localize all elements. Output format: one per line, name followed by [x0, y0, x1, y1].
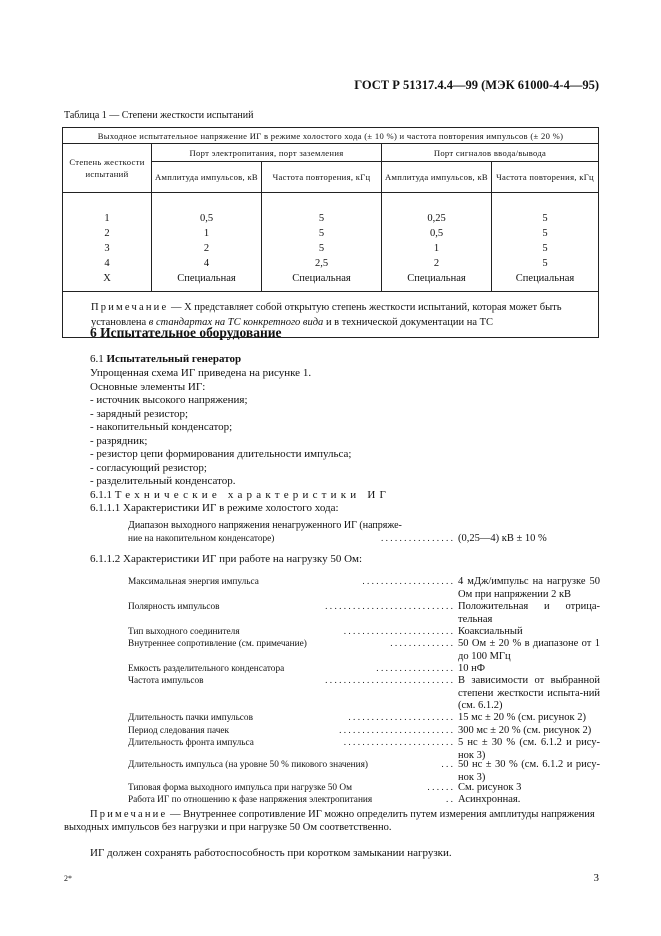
severity-table [62, 127, 599, 338]
leader-dots: . . . . . . . . . . . . . . [390, 639, 453, 649]
final-paragraph: ИГ должен сохранять работоспособность при коротком замыкании нагрузки. [90, 847, 452, 859]
char-label-text: Емкость разделительного конденсатора [128, 664, 285, 674]
char-value: 50 Ом ± 20 % в диапазоне от 1 до 100 МГц [458, 638, 600, 662]
char-value: 15 мс ± 20 % (см. рисунок 2) [458, 712, 586, 723]
table-top-header: Выходное испытательное напряжение ИГ в режиме холостого хода (± 10 %) и частота повторения импульсов (± 20 %) [63, 128, 599, 144]
footnote-text: — Внутреннее сопротивление ИГ можно определить путем измерения амплитуды напряжения выходных импульсов без нагрузки и при нагрузке 50 Ом соответственно. [64, 809, 595, 833]
table-cell: 2 [63, 226, 152, 241]
subsection-title: Технические характеристики ИГ [114, 489, 391, 501]
table-cell: 2,5 [262, 256, 382, 271]
subsection-6-1-1 [90, 489, 390, 503]
table-cell: 3 [63, 241, 152, 256]
body-line: - зарядный резистор; [90, 408, 189, 420]
char-value: 4 мДж/импульс на нагрузке 50 Ом при напряжении 2 кВ [458, 576, 600, 600]
table-cell: 0,25 [382, 193, 492, 227]
body-line: - накопительный конденсатор; [90, 421, 233, 433]
table-cell: 1 [382, 241, 492, 256]
char-label [128, 663, 453, 676]
char-label-text: Полярность импульсов [128, 602, 220, 612]
char-value: Положительная и отрица-тельная [458, 601, 600, 625]
leader-dots: . . . [441, 760, 453, 770]
table-cell: X [63, 271, 152, 292]
subsection-title: Испытательный генератор [106, 353, 242, 365]
table-cell: Специальная [492, 271, 599, 292]
subsection-6-1 [90, 353, 241, 367]
leader-dots: . . . . . . . . . . . . . . . . . . . . . . . . [343, 627, 453, 637]
table-cell: 0,5 [382, 226, 492, 241]
subsection-6-1-1-1: 6.1.1.1 Характеристики ИГ в режиме холостого хода: [90, 502, 339, 514]
table-cell: 1 [63, 193, 152, 227]
leader-dots: . . . . . . . . . . . . . . . . . . . . . . . . . [339, 726, 453, 736]
group-power-header: Порт электропитания, порт заземления [152, 144, 382, 162]
char-label [128, 725, 453, 738]
subsection-number: 6.1.1 [90, 489, 112, 501]
char-label-text: Период следования пачек [128, 726, 230, 736]
open-circuit-label-2 [128, 533, 453, 546]
open-circuit-value: (0,25—4) кВ ± 10 % [458, 533, 547, 544]
table-cell: Специальная [382, 271, 492, 292]
section-title: 6 Испытательное оборудование [90, 325, 282, 340]
char-label-text: Длительность импульса (на уровне 50 % пикового значения) [128, 760, 368, 770]
char-value: 50 нс ± 30 % (см. 6.1.2 и рису-нок 3) [458, 759, 600, 783]
char-label-text: Длительность фронта импульса [128, 738, 254, 748]
table-cell: Специальная [262, 271, 382, 292]
leader-dots: . . [446, 795, 453, 805]
page-mark: 2* [64, 874, 72, 883]
char-label [128, 576, 453, 589]
char-label-text: Работа ИГ по отношению к фазе напряжения электропитания [128, 795, 373, 805]
table-note-text: — Х представляет собой открытую степень жесткости испытаний, которая может быть установлена [91, 302, 562, 328]
body-line: Упрощенная схема ИГ приведена на рисунке 1. [90, 367, 312, 379]
table-cell: 2 [152, 241, 262, 256]
leader-dots: . . . . . . . . . . . . . . . . . . . . . . . [348, 713, 453, 723]
char-label [128, 759, 453, 772]
table-cell: 4 [63, 256, 152, 271]
leader-dots: . . . . . . . . . . . . . . . . . . . . . . . . . . . . [325, 602, 453, 612]
body-line: - резистор цепи формирования длительности импульса; [90, 448, 352, 460]
table-cell: 5 [492, 241, 599, 256]
char-label [128, 782, 453, 795]
col-frequency-2: Частота повторения, кГц [492, 162, 599, 193]
leader-dots: . . . . . . . . . . . . . . . . . . . . . . . . [343, 738, 453, 748]
char-value: 300 мс ± 20 % (см. рисунок 2) [458, 725, 592, 736]
table-cell: 5 [492, 193, 599, 227]
table-cell: 5 [262, 226, 382, 241]
subsection-number: 6.1 [90, 353, 104, 365]
body-line: - разделительный конденсатор. [90, 475, 236, 487]
char-label [128, 737, 453, 750]
char-label-text: Частота импульсов [128, 676, 204, 686]
footnote-label: Примечание [90, 809, 168, 820]
table-cell: 5 [492, 256, 599, 271]
leader-dots: . . . . . . [427, 783, 453, 793]
char-label [128, 638, 453, 651]
body-line: - источник высокого напряжения; [90, 394, 248, 406]
col-amplitude-2: Амплитуда импульсов, кВ [382, 162, 492, 193]
level-header: Степень жесткости испытаний [63, 144, 152, 193]
open-circuit-label-text: ние на накопительном конденсаторе) [128, 534, 275, 544]
body-line: - разрядник; [90, 435, 148, 447]
char-label-text: Типовая форма выходного импульса при нагрузке 50 Ом [128, 783, 352, 793]
char-label [128, 601, 453, 614]
page-number: 3 [593, 872, 599, 884]
char-value: См. рисунок 3 [458, 782, 522, 793]
body-line: - согласующий резистор; [90, 462, 207, 474]
char-label [128, 794, 453, 807]
char-label-text: Максимальная энергия импульса [128, 577, 259, 587]
char-value: В зависимости от выбранной степени жесткости испыта-ний (см. 6.1.2) [458, 675, 600, 712]
char-label-text: Внутреннее сопротивление (см. примечание) [128, 639, 307, 649]
table-cell: 5 [262, 193, 382, 227]
char-label-text: Длительность пачки импульсов [128, 713, 253, 723]
leader-dots: . . . . . . . . . . . . . . . . . [376, 664, 453, 674]
char-value: Коаксиальный [458, 626, 523, 637]
document-header: ГОСТ Р 51317.4.4—99 (МЭК 61000-4-4—95) [354, 78, 599, 92]
table-note-italic: в стандартах на ТС конкретного вида [148, 317, 324, 328]
group-signal-header: Порт сигналов ввода/вывода [382, 144, 599, 162]
char-value: Асинхронная. [458, 794, 521, 805]
col-amplitude-1: Амплитуда импульсов, кВ [152, 162, 262, 193]
open-circuit-label: Диапазон выходного напряжения ненагруженного ИГ (напряже- [128, 520, 402, 531]
subsection-6-1-1-2: 6.1.1.2 Характеристики ИГ при работе на нагрузку 50 Ом: [90, 553, 363, 565]
body-line: Основные элементы ИГ: [90, 381, 206, 393]
table-cell: 4 [152, 256, 262, 271]
char-label-text: Тип выходного соединителя [128, 627, 240, 637]
table-note-label: Примечание [91, 302, 169, 313]
char-label [128, 675, 453, 688]
leader-dots: . . . . . . . . . . . . . . . . [380, 534, 453, 544]
table-cell: 1 [152, 226, 262, 241]
table-note-text-end: и в технической документации на ТС [323, 317, 494, 328]
table-cell: 5 [492, 226, 599, 241]
char-value: 10 нФ [458, 663, 486, 674]
char-value: 5 нс ± 30 % (см. 6.1.2 и рису-нок 3) [458, 737, 600, 761]
table-caption: Таблица 1 — Степени жесткости испытаний [64, 110, 254, 121]
leader-dots: . . . . . . . . . . . . . . . . . . . . . . . . . . . . [325, 676, 453, 686]
char-label [128, 626, 453, 639]
char-label [128, 712, 453, 725]
table-cell: Специальная [152, 271, 262, 292]
table-cell: 2 [382, 256, 492, 271]
table-cell: 5 [262, 241, 382, 256]
footnote [64, 808, 601, 834]
table-cell: 0,5 [152, 193, 262, 227]
leader-dots: . . . . . . . . . . . . . . . . . . . . [362, 577, 453, 587]
col-frequency-1: Частота повторения, кГц [262, 162, 382, 193]
